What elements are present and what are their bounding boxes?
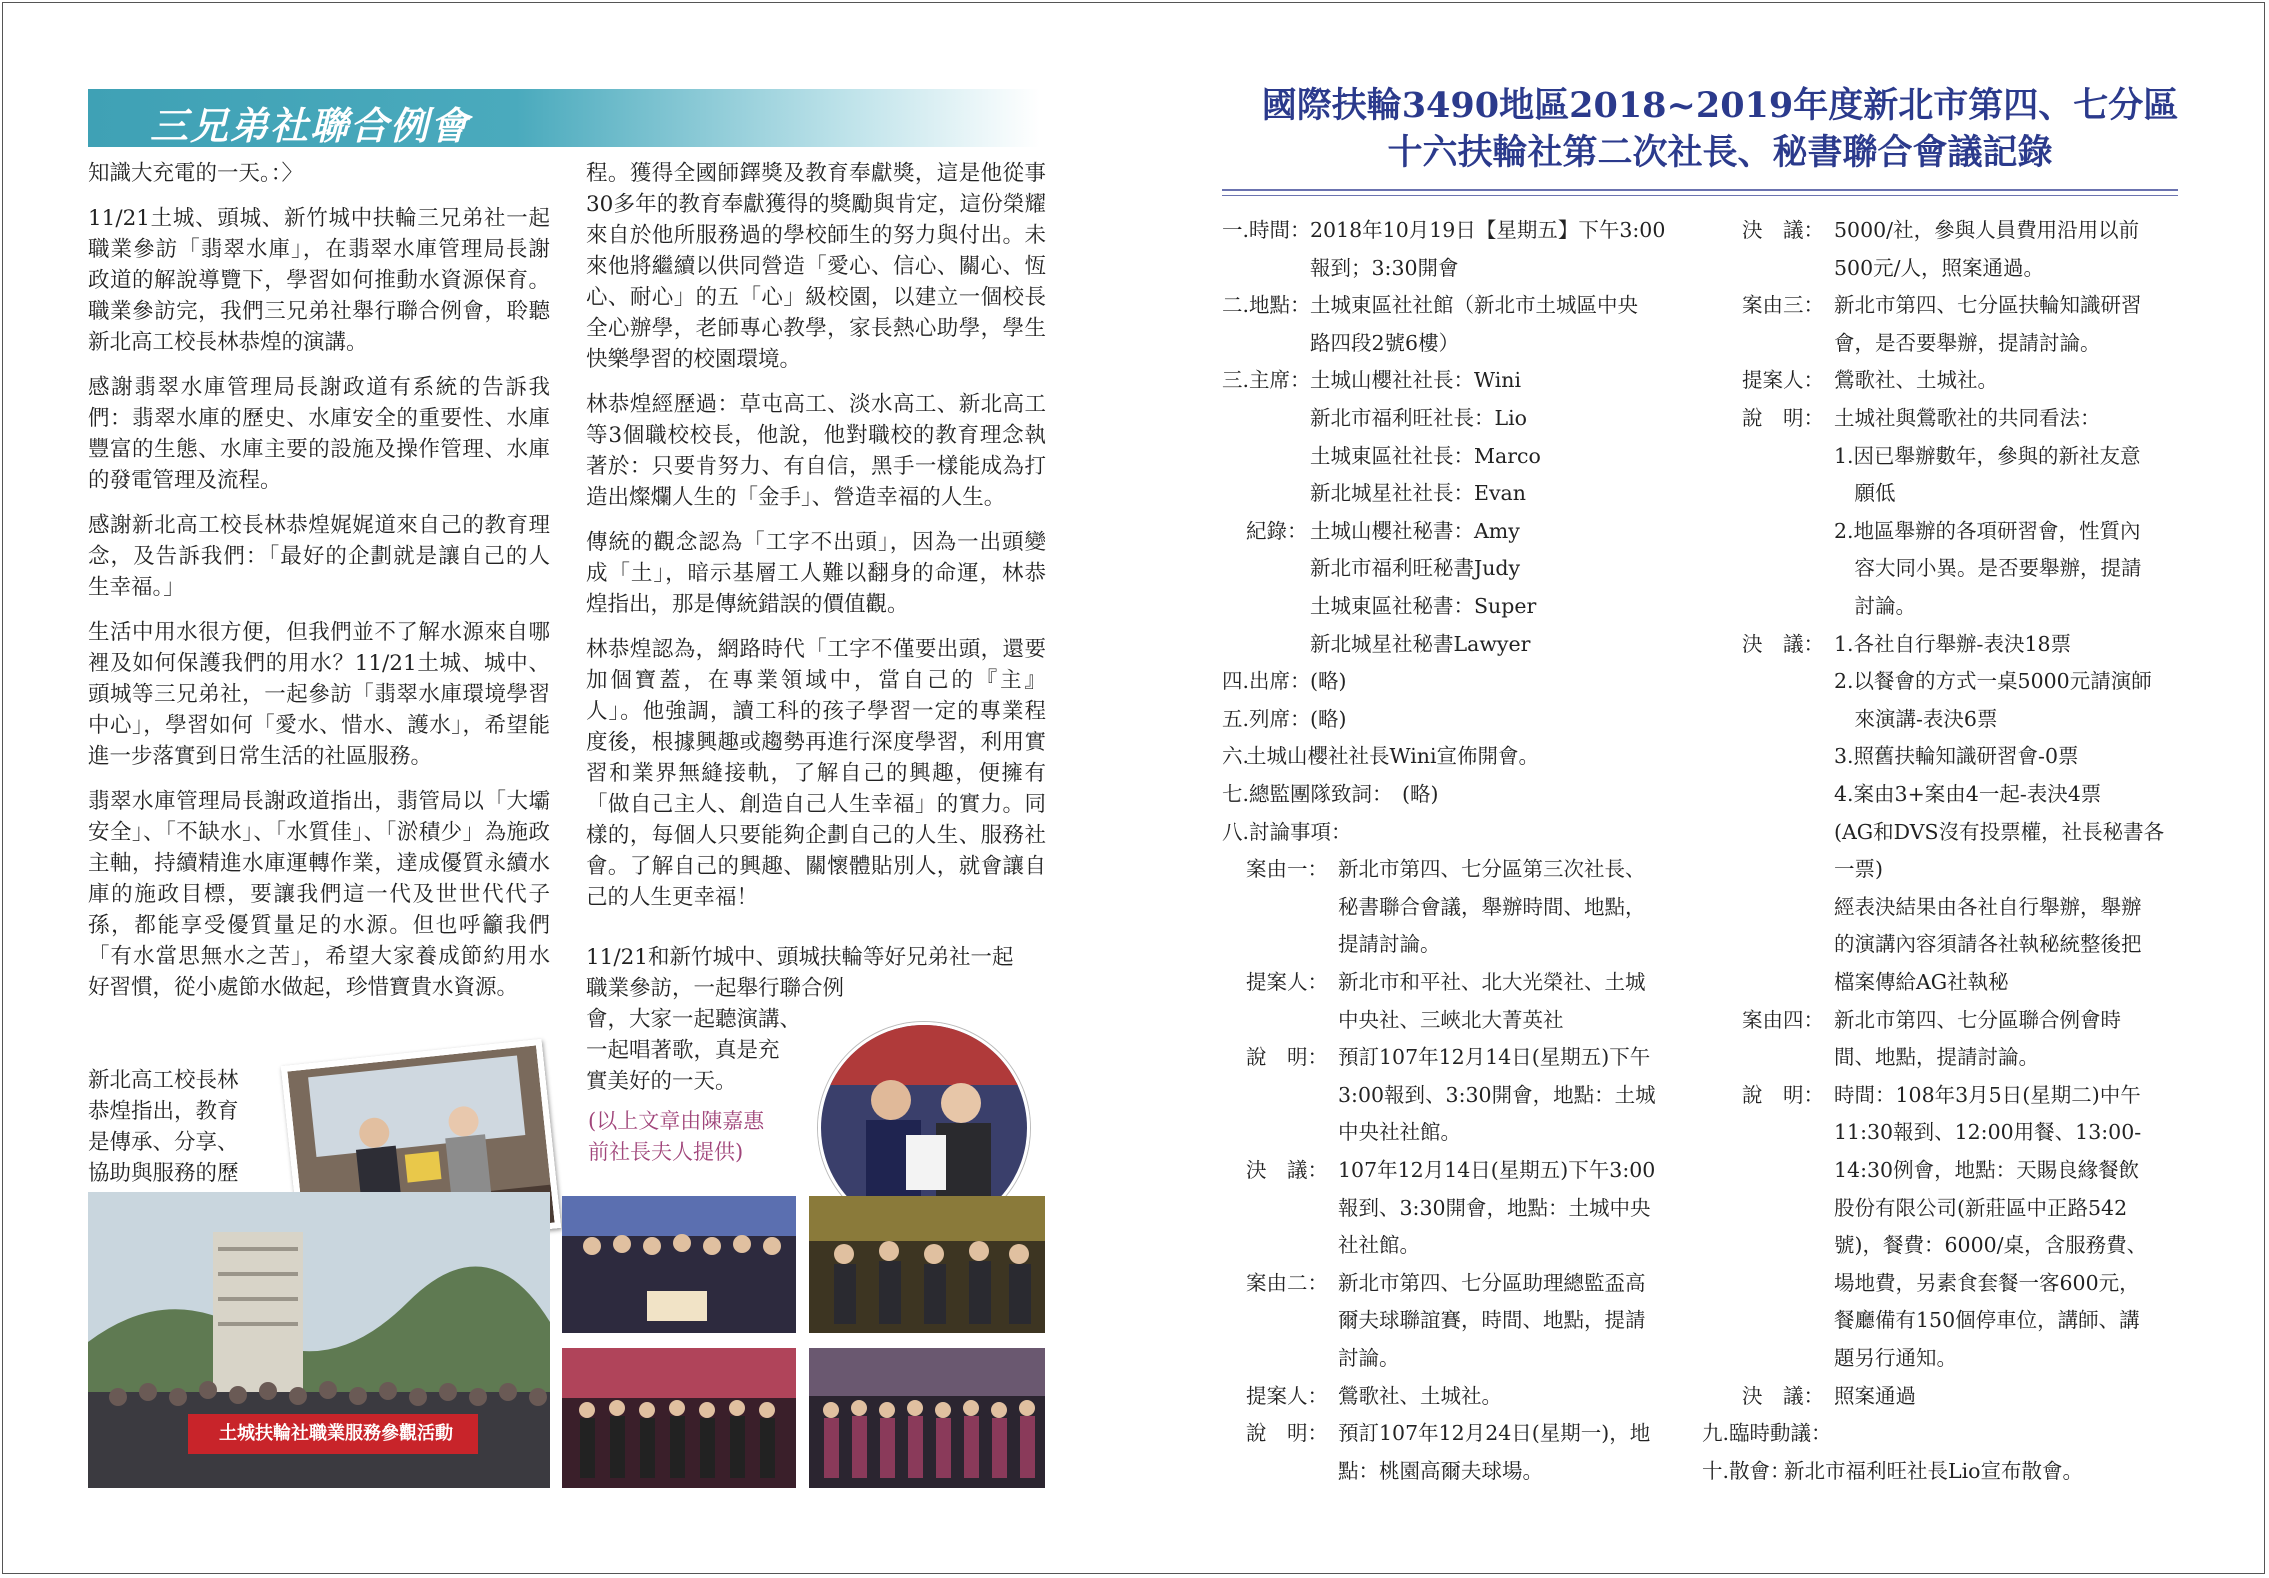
minutes-value-line: 提請討論。 [1338,932,1441,957]
minutes-value-line: 預訂107年12月14日(星期五)下午 [1338,1045,1651,1070]
minutes-value-line: 新北市福利旺社長Lio宣布散會。 [1784,1458,2084,1483]
minutes-value-line: 土城山櫻社社長Wini宣佈開會。 [1246,744,1540,769]
text-line: 會，大家一起聽演講、 [586,1007,802,1032]
text-line: 職業參訪，一起舉行聯合例 [586,976,845,1001]
minutes-value-line: 新北市和平社、北大光榮社、土城 [1338,970,1646,994]
photo-credit [588,1106,818,1168]
minutes-value-line: 2.地區舉辦的各項研習會，性質內 [1834,518,2141,543]
minutes-value-line: 新北市第四、七分區扶輪知識研習 [1834,293,2142,318]
left-column-1-tail [88,1065,288,1189]
minutes-value-line: 鶯歌社、土城社。 [1834,368,1998,393]
minutes-label: 二.地點： [1222,293,1311,318]
minutes-value-line: 3.照舊扶輪知識研習會-0票 [1834,744,2079,769]
minutes-value-line: 新北市福利旺社長：Lio [1310,406,1528,430]
minutes-label: 案由四： [1742,1007,1824,1032]
minutes-value-line: (略) [1310,669,1347,694]
caption-line: (以上文章由陳嘉惠 [588,1109,765,1133]
minutes-label: 九.臨時動議： [1702,1421,1832,1446]
minutes-value-line: 願低 [1834,481,1896,506]
minutes-value-line: 中央社、三峽北大菁英社 [1338,1007,1564,1032]
article-title: 三兄弟社聯合例會 [150,104,471,148]
photo-stage-group [562,1348,796,1488]
minutes-value-line: 報到；3:30開會 [1310,255,1459,280]
photo-award-group [809,1196,1045,1333]
minutes-label: 案由三： [1742,293,1824,318]
minutes-value-line: 500元/人，照案通過。 [1834,255,2045,280]
minutes-title-line-2: 十六扶輪社第二次社長、秘書聯合會議記錄 [1387,132,2053,173]
minutes-label: 說 明： [1246,1045,1328,1070]
paragraph: 程。獲得全國師鐸獎及教育奉獻獎，這是他從事30多年的教育奉獻獲得的獎勵與肯定，這份榮耀來自於他所服務過的學校師生的努力與付出。未來他將繼續以供同營造「愛心、信心、關心、恆心、耐心」的五「心」級校園，以建立一個校長全心辦學，老師專心教學，家長熱心助學，學生快樂學習的校園環境。 [586,161,1046,372]
minutes-value-line: 秘書聯合會議，舉辦時間、地點， [1338,894,1646,919]
minutes-value-line: 的演講內容須請各社執秘統整後把 [1834,932,2142,957]
minutes-label: 案由二： [1246,1270,1328,1295]
text-line: 實美好的一天。 [586,1069,737,1094]
minutes-value-line: 鶯歌社、土城社。 [1338,1383,1502,1408]
minutes-label: 紀錄： [1246,518,1308,543]
paragraph: 生活中用水很方便，但我們並不了解水源來自哪裡及如何保護我們的用水？11/21土城、城中、頭城等三兄弟社，一起參訪「翡翠水庫環境學習中心」，學習如何「愛水、惜水、護水」，希望能進一步落實到日常生活的社區服務。 [88,620,550,769]
minutes-value-line: 新北市第四、七分區助理總監盃高 [1338,1270,1646,1295]
minutes-value-line: 點：桃園高爾夫球場。 [1338,1458,1543,1483]
text-line: 一起唱著歌，真是充 [586,1038,780,1063]
minutes-label: 決 議： [1742,631,1824,656]
minutes-value-line: 爾夫球聯誼賽，時間、地點，提請 [1338,1308,1646,1333]
minutes-value-line: 來演講-表決6票 [1834,706,1998,731]
paragraph: 林恭煌認為，網路時代「工字不僅要出頭，還要加個寶蓋，在專業領域中，當自己的『主』人」。他強調，讀工科的孩子學習一定的專業程度後，根據興趣或趨勢再進行深度學習，利用實習和業界無縫接軌，了解自己的興趣，便擁有「做自己主人、創造自己人生幸福」的實力。同樣的，每個人只要能夠企劃自己的人生、服務社會。了解自己的興趣、關懷體貼別人，就會讓自己的人生更幸福！ [586,637,1046,910]
minutes-value-line: 檔案傳給AG社執秘 [1834,970,2009,994]
minutes-label: 三.主席： [1222,368,1311,393]
paragraph: 傳統的觀念認為「工字不出頭」，因為一出頭變成「土」，暗示基層工人難以翻身的命運，林恭煌指出，那是傳統錯誤的價值觀。 [586,530,1046,617]
minutes-label: 十.散會： [1702,1458,1791,1483]
article-title-banner [88,89,1040,147]
minutes-label: 說 明： [1246,1421,1328,1446]
minutes-value-line: 新北城星社社長：Evan [1310,481,1526,506]
paragraph: 翡翠水庫管理局長謝政道指出，翡管局以「大壩安全」、「不缺水」、「水質佳」、「淤積少」為施政主軸，持續精進水庫運轉作業，達成優質永續水庫的施政目標，要讓我們這一代及世世代代子孫，都能享受優質量足的水源。但也呼籲我們「有水當思無水之苦」，希望大家養成節約用水好習慣，從小處節水做起，珍惜寶貴水資源。 [88,789,550,1000]
minutes-value-line: 中央社社館。 [1338,1120,1461,1145]
minutes-value-line: 土城山櫻社社長：Wini [1310,368,1522,393]
minutes-value-line: 3:00報到、3:30開會，地點：土城 [1338,1082,1656,1107]
title-divider-thin [1222,195,2178,196]
minutes-value-line: 會，是否要舉辦，提請討論。 [1834,330,2101,355]
minutes-value-line: 一票) [1834,857,1883,882]
minutes-value-line: 經表決結果由各社自行舉辦，舉辦 [1834,894,2142,919]
minutes-value-line: 照案通過 [1834,1383,1916,1408]
minutes-value-line: 土城東區社社長：Marco [1310,443,1541,468]
minutes-value-line: 2.以餐會的方式一桌5000元請演師 [1834,669,2152,694]
photo-cake-cutting [562,1196,796,1333]
caption-line: 前社長夫人提供) [588,1140,744,1164]
minutes-label: 八.討論事項： [1222,819,1352,844]
minutes-label: 一.時間： [1222,218,1311,242]
minutes-value-line: 討論。 [1834,594,1916,618]
text-line: 新北高工校長林 [88,1068,239,1093]
minutes-value-line: 新北市第四、七分區第三次社長、 [1338,857,1646,882]
paragraph: 11/21土城、頭城、新竹城中扶輪三兄弟社一起職業參訪「翡翠水庫」，在翡翠水庫管理局長謝政道的解說導覽下，學習如何推動水資源保育。職業參訪完，我們三兄弟社舉行聯合例會，聆聽新北高工校長林恭煌的演講。 [88,206,550,355]
text-line: 是傳承、分享、 [88,1130,239,1155]
minutes-value-line: 107年12月14日(星期五)下午3:00 [1338,1158,1656,1182]
minutes-value-line: 路四段2號6樓） [1310,330,1460,355]
minutes-label: 決 議： [1246,1158,1328,1182]
left-column-2 [586,158,1046,927]
photo-group-reservoir [88,1192,550,1488]
minutes-value-line: 新北市福利旺秘書Judy [1310,556,1521,581]
minutes-value-line: 11:30報到、12:00用餐、13:00- [1834,1120,2142,1145]
minutes-value-line: 土城東區社社館（新北市土城區中央 [1310,293,1638,318]
minutes-value-line: 土城山櫻社秘書：Amy [1310,518,1520,543]
minutes-value-line: 14:30例會，地點：天賜良緣餐飲 [1834,1158,2140,1182]
minutes-label: 六. [1222,744,1250,769]
paragraph: 感謝翡翠水庫管理局長謝政道有系統的告訴我們：翡翠水庫的歷史、水庫安全的重要性、水庫豐富的生態、水庫主要的設施及操作管理、水庫的發電管理及流程。 [88,375,550,493]
minutes-value-line: 報到、3:30開會，地點：土城中央 [1338,1195,1651,1220]
minutes-value-line: 時間：108年3月5日(星期二)中午 [1834,1082,2141,1107]
minutes-value-line: 新北城星社秘書Lawyer [1310,631,1531,656]
minutes-column-1 [1222,212,1692,1512]
minutes-value-line: (略) [1402,782,1439,806]
minutes-value-line: 股份有限公司(新莊區中正路542 [1834,1195,2128,1220]
minutes-value-line: (略) [1310,706,1347,731]
minutes-value-line: 場地費，另素食套餐一客600元， [1834,1270,2140,1295]
minutes-value-line: 餐廳備有150個停車位，講師、講 [1834,1308,2140,1333]
minutes-label: 提案人： [1246,1383,1328,1408]
text-line: 11/21和新竹城中、頭城扶輪等好兄弟社一起 [586,945,1014,970]
minutes-value-line: (AG和DVS沒有投票權，社長秘書各 [1834,819,2165,844]
minutes-value-line: 討論。 [1338,1346,1400,1370]
minutes-value-line: 號)，餐費：6000/桌，含服務費、 [1834,1233,2148,1258]
minutes-label: 七.總監團隊致詞： [1222,782,1393,806]
text-line: 恭煌指出，教育 [88,1099,239,1124]
paragraph: 感謝新北高工校長林恭煌娓娓道來自己的教育理念，及告訴我們：「最好的企劃就是讓自己的人生幸福。」 [88,513,550,600]
minutes-label: 說 明： [1742,1082,1824,1107]
minutes-title [1140,82,2269,176]
minutes-value-line: 社社館。 [1338,1233,1420,1258]
minutes-column-2 [1702,212,2192,1512]
minutes-value-line: 土城東區社秘書：Super [1310,594,1537,618]
minutes-value-line: 5000/社，參與人員費用沿用以前 [1834,218,2140,242]
minutes-label: 說 明： [1742,406,1824,430]
minutes-value-line: 2018年10月19日【星期五】下午3:00 [1310,218,1666,242]
photo-banquet-group [809,1348,1045,1488]
minutes-value-line: 4.案由3+案由4一起-表決4票 [1834,782,2102,806]
minutes-title-line-1: 國際扶輪3490地區2018~2019年度新北市第四、七分區 [1261,85,2179,126]
paragraph: 林恭煌經歷過：草屯高工、淡水高工、新北高工等3個職校校長，他說，他對職校的教育理念執著於：只要肯努力、有自信，黑手一樣能成為打造出燦爛人生的「金手」、營造幸福的人生。 [586,392,1046,510]
minutes-label: 提案人： [1742,368,1824,393]
minutes-value-line: 土城社與鶯歌社的共同看法： [1834,406,2101,430]
minutes-value-line: 題另行通知。 [1834,1346,1957,1370]
minutes-label: 決 議： [1742,1383,1824,1408]
minutes-label: 五.列席： [1222,706,1311,731]
minutes-value-line: 新北市第四、七分區聯合例會時 [1834,1007,2121,1032]
left-column-1 [88,158,550,1017]
paragraph: 知識大充電的一天。：〉 [88,161,304,186]
minutes-value-line: 預訂107年12月24日(星期一)，地 [1338,1421,1651,1446]
minutes-label: 決 議： [1742,218,1824,242]
title-divider [1222,189,2178,191]
minutes-label: 提案人： [1246,970,1328,994]
minutes-label: 四.出席： [1222,669,1311,694]
minutes-value-line: 間、地點，提請討論。 [1834,1045,2039,1070]
minutes-label: 案由一： [1246,857,1328,882]
minutes-value-line: 1.各社自行舉辦-表決18票 [1834,631,2072,656]
minutes-value-line: 容大同小異。是否要舉辦，提請 [1834,556,2142,581]
minutes-value-line: 1.因已舉辦數年，參與的新社友意 [1834,443,2141,468]
text-line: 協助與服務的歷 [88,1161,239,1186]
banner-text: 土城扶輪社職業服務參觀活動 [219,1423,453,1444]
